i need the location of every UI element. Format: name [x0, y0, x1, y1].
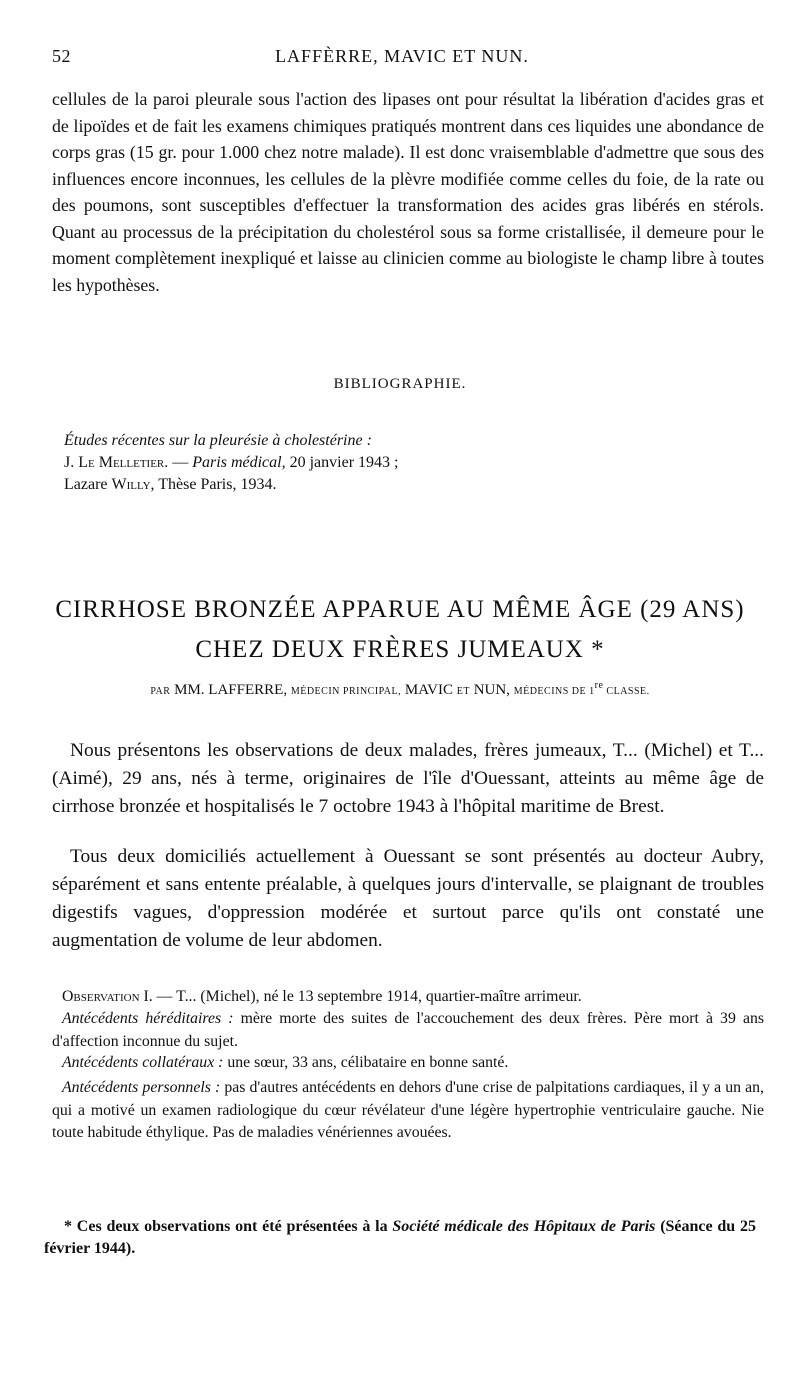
- page-number: 52: [52, 46, 71, 66]
- antecedents-personnels: Antécédents personnels : pas d'autres antécédents en dehors d'une crise de palpitations cardiaques, il y a un an, qui a motivé un examen radiologique du cœur révélateur d'une légère hypertrophie ventriculaire gauche. Nie toute habitude éthylique. Pas de maladies vénériennes avouées.: [52, 1079, 764, 1141]
- bib-journal: Paris médical,: [192, 454, 286, 471]
- body-paragraph-2: Tous deux domiciliés actuellement à Ouessant se sont présentés au docteur Aubry, séparément et sans entente préalable, à quelques jours d'intervalle, se plaignant de troubles digestifs vagues, d'oppression modérée et surtout parce qu'ils ont constaté une augmentation de volume de leur abdomen.: [52, 846, 764, 951]
- bibliography-entry-lemelletier: [64, 452, 398, 473]
- bibliography-entry-willy: [64, 474, 276, 495]
- bib-rest: Thèse Paris, 1934.: [154, 476, 277, 493]
- bib-author: Le Melletier.: [78, 454, 169, 471]
- paragraph-continued: cellules de la paroi pleurale sous l'action des lipases ont pour résultat la libération d'acides gras et de lipoïdes et de fait les examens chimiques pratiqués montrent dans ces liquides une abondance de corps gras (15 gr. pour 1.000 chez notre malade). Il est donc vraisemblable d'admettre que sous des influences encore inconnues, les cellules de la plèvre modifiée comme celles du foie, de la rate ou des poumons, sont susceptibles d'effectuer la transformation des acides gras libérés en stérols. Quant au processus de la précipitation du cholestérol sous sa forme cristallisée, il demeure pour le moment complètement inexpliqué et laisse au clinicien comme au biologiste le champ libre à toutes les hypothèses.: [52, 89, 764, 295]
- bib-date: 20 janvier 1943 ;: [285, 454, 399, 471]
- bib-sep: —: [168, 454, 193, 471]
- bib-first: Lazare: [64, 476, 112, 493]
- bib-author: Willy,: [111, 476, 155, 493]
- antecedents-collateraux: Antécédents collatéraux : une sœur, 33 ans, célibataire en bonne santé.: [62, 1054, 509, 1071]
- article-byline: PAR MM. LAFFERRE, MÉDECIN PRINCIPAL, MAVIC ET NUN, MÉDECINS DE 1re CLASSE.: [150, 680, 650, 698]
- body-paragraph-1: Nous présentons les observations de deux malades, frères jumeaux, T... (Michel) et T... (Aimé), 29 ans, nés à terme, originaires de l'île d'Ouessant, atteints au même âge de cirrhose bronzée et hospitalisés le 7 octobre 1943 à l'hôpital maritime de Brest.: [52, 740, 764, 817]
- article-title-line-2: CHEZ DEUX FRÈRES JUMEAUX *: [195, 636, 605, 663]
- footnote: * Ces deux observations ont été présentées à la Société médicale des Hôpitaux de Paris (Séance du 25 février 1944).: [44, 1218, 756, 1257]
- article-title-line-1: CIRRHOSE BRONZÉE APPARUE AU MÊME ÂGE (29 ANS): [55, 596, 745, 623]
- observation-heading: Observation I. — T... (Michel), né le 13 septembre 1914, quartier-maître arrimeur.: [62, 988, 582, 1005]
- bibliography-entry-topic: Études récentes sur la pleurésie à cholestérine :: [64, 432, 372, 449]
- bibliography-heading: BIBLIOGRAPHIE.: [333, 376, 467, 392]
- running-title: LAFFÈRRE, MAVIC ET NUN.: [275, 46, 529, 66]
- running-header: [52, 46, 752, 72]
- bib-initial: J.: [64, 454, 79, 471]
- antecedents-hereditaires: Antécédents héréditaires : mère morte des suites de l'accouchement des deux frères. Père mort à 39 ans d'affection inconnue du sujet.: [52, 1010, 764, 1050]
